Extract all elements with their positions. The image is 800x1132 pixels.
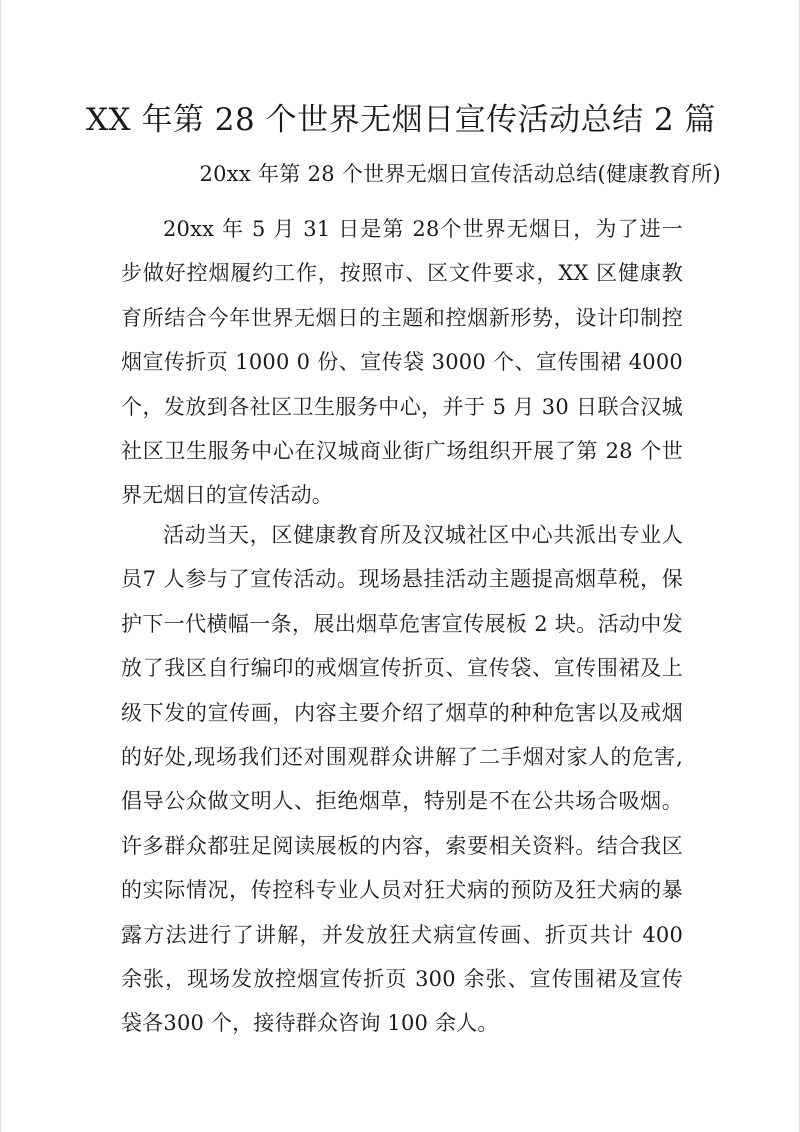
document-title: XX 年第 28 个世界无烟日宣传活动总结 2 篇: [85, 102, 717, 138]
paragraph-2: 活动当天，区健康教育所及汉城社区中心共派出专业人员7 人参与了宣传活动。现场悬挂活动主题提高烟草税，保护下一代横幅一条，展出烟草危害宣传展板 2 块。活动中发放了我区自行编印的戒烟宣传折页、宣传袋、宣传围裙及上级下发的宣传画，内容主要介绍了烟草的种种危害以及戒烟的好处,现场我们还对围观群众讲解了二手烟对家人的危害,倡导公众做文明人、拒绝烟草，特别是不在公共场合吸烟。许多群众都驻足阅读展板的内容，索要相关资料。结合我区的实际情况，传控科专业人员对狂犬病的预防及狂犬病的暴露方法进行了讲解，并发放狂犬病宣传画、折页共计 400 余张，现场发放控烟宣传折页 300 余张、宣传围裙及宣传袋各300 个，接待群众咨询 100 余人。: [121, 523, 683, 1036]
paragraph-1: 20xx 年 5 月 31 日是第 28个世界无烟日，为了进一步做好控烟履约工作，按照市、区文件要求，XX 区健康教育所结合今年世界无烟日的主题和控烟新形势，设计印制控烟宣传折页 1000 0 份、宣传袋 3000 个、宣传围裙 4000 个，发放到各社区卫生服务中心，并于 5 月 30 日联合汉城社区卫生服务中心在汉城商业街广场组织开展了第 28 个世界无烟日的宣传活动。: [121, 217, 683, 508]
document-subtitle: 20xx 年第 28 个世界无烟日宣传活动总结(健康教育所): [199, 162, 721, 186]
